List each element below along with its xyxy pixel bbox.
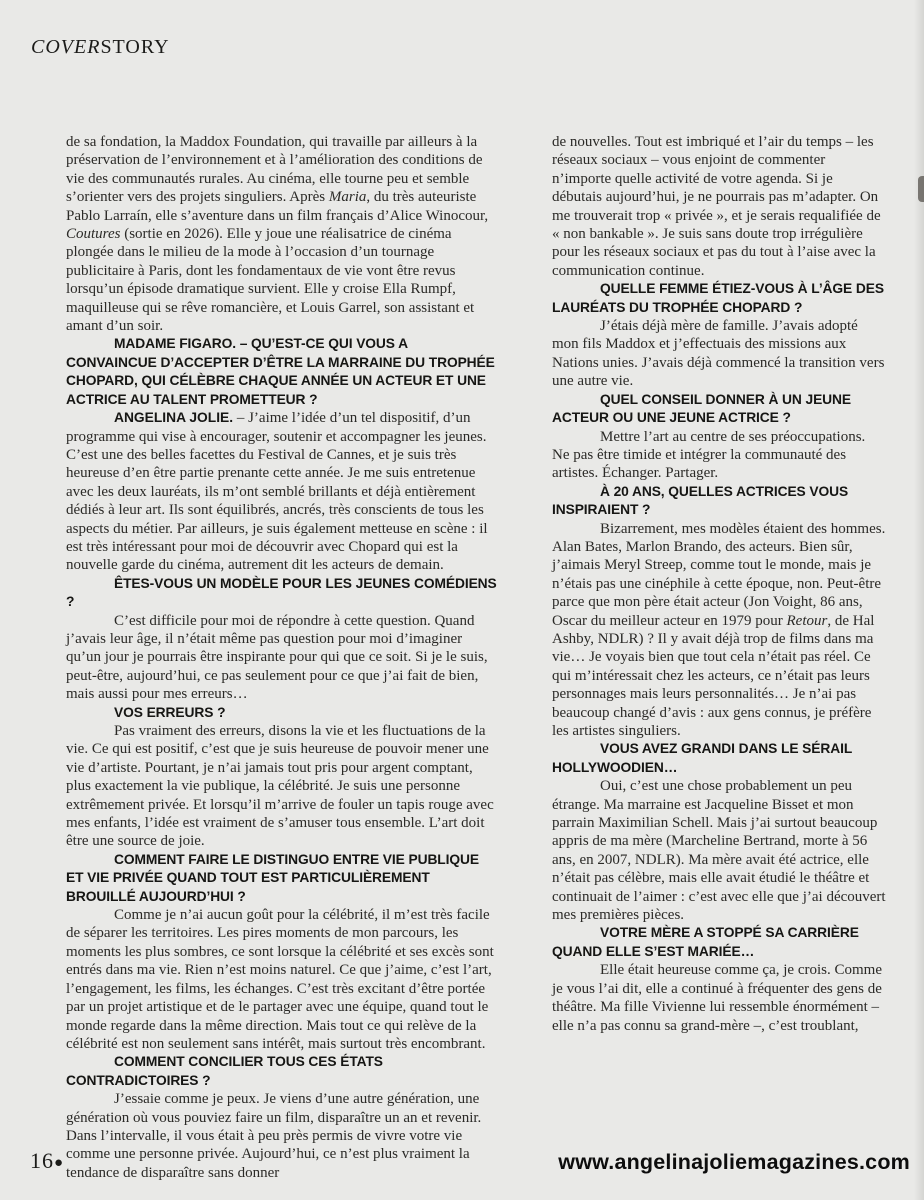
page-number-value: 16	[30, 1148, 54, 1173]
film-title-coutures: Coutures	[66, 226, 121, 243]
intro-paragraph	[66, 133, 498, 335]
interview-question-6: QUELLE FEMME ÉTIEZ-VOUS À L’ÂGE DES LAURÉATS DU TROPHÉE CHOPARD ?	[552, 281, 884, 315]
speaker-name: ANGELINA JOLIE.	[114, 410, 234, 426]
interview-answer-10: Elle était heureuse comme ça, je crois. Comme je vous l’ai dit, elle a continué à fréquenter des gens de théâtre. Ma fille Vivienne lui ressemble énormément – elle n’a pas connu sa grand-mère –, c’est troublant,	[552, 962, 882, 1034]
column-right	[552, 133, 886, 1182]
interview-question-9: VOUS AVEZ GRANDI DANS LE SÉRAIL HOLLYWOODIEN…	[552, 741, 852, 775]
intro-text-3: (sortie en 2026). Elle y joue une réalisatrice de cinéma plongée dans le milieu de la mode à l’occasion d’un tournage publicitaire à Paris, dont les fondamentaux de vie vont être revus lorsqu’un épisode dramatique survient. Elle y croise Ella Rumpf, maquilleuse qui se rêve romancière, et Louis Garrel, son assistant et amant d’un soir.	[66, 226, 475, 335]
interview-answer-6: J’étais déjà mère de famille. J’avais adopté mon fils Maddox et j’effectuais des missions aux Nations unies. J’avais déjà commencé la transition vers une autre vie.	[552, 318, 885, 390]
interview-answer-5-continued: de nouvelles. Tout est imbriqué et l’air du temps – les réseaux sociaux – vous enjoint de commenter n’importe quelle activité de votre agenda. Si je débutais aujourd’hui, je ne pourrais pas m’adapter. On me trouverait trop « privée », et je serais requalifiée de « non bankable ». Je suis sans doute trop irrégulière pour les réseaux sociaux et pas du tout à l’aise avec la communication continue.	[552, 134, 881, 279]
article-body	[66, 133, 886, 1182]
interview-question-1: MADAME FIGARO. – QU’EST-CE QUI VOUS A CONVAINCUE D’ACCEPTER D’ÊTRE LA MARRAINE DU TROPHÉE CHOPARD, QUI CÉLÈBRE CHAQUE ANNÉE UN ACTEUR ET UNE ACTRICE AU TALENT PROMETTEUR ?	[66, 336, 495, 407]
section-header-cover: COVER	[31, 36, 101, 58]
interview-answer-5-left: J’essaie comme je peux. Je viens d’une autre génération, une génération où vous pouviez faire un film, disparaître un an et revenir. Dans l’intervalle, il vous était à peu près permis de vivre votre vie comme une personne privée. Aujourd’hui, ce n’est plus vraiment la tendance de disparaître sans donner	[66, 1091, 482, 1181]
interview-answer-7: Mettre l’art au centre de ses préoccupations. Ne pas être timide et intégrer la communauté des artistes. Échanger. Partager.	[552, 428, 866, 482]
answer-8-text-1: Bizarrement, mes modèles étaient des hommes. Alan Bates, Marlon Brando, des acteurs. Bien sûr, j’aimais Meryl Streep, comme tout le monde, mais je n’étais pas une cinéphile à cette époque, non. Peut-être parce que mon père était acteur (Jon Voight, 86 ans, Oscar du meilleur acteur en 1979 pour	[552, 520, 886, 629]
interview-answer-1	[66, 409, 498, 575]
interview-question-3: VOS ERREURS ?	[114, 704, 226, 720]
interview-question-5: COMMENT CONCILIER TOUS CES ÉTATS CONTRADICTOIRES ?	[66, 1054, 383, 1088]
interview-question-10: VOTRE MÈRE A STOPPÉ SA CARRIÈRE QUAND ELLE S’EST MARIÉE…	[552, 925, 859, 959]
scan-artifact	[918, 176, 924, 202]
interview-question-8: À 20 ANS, QUELLES ACTRICES VOUS INSPIRAIENT ?	[552, 483, 849, 518]
intro-text-1: de sa fondation, la Maddox Foundation, qui travaille par ailleurs à la préservation de l’environnement et à l’amélioration des conditions de vie des communautés rurales. Au cinéma, elle tourne peu et semble s’orienter vers des projets singuliers. Après	[66, 134, 483, 206]
interview-answer-3: Pas vraiment des erreurs, disons la vie et les fluctuations de la vie. Ce qui est positif, c’est que je suis heureuse de pouvoir mener une vie d’artiste. Pourtant, je n’ai jamais tout pris pour argent comptant, plus exactement la vie publique, la célébrité. Je suis une personne extrêmement privée. Et lorsqu’il m’arrive de fouler un tapis rouge avec mes enfants, l’idée est vraiment de s’amuser tous ensemble. L’art doit être une source de joie.	[66, 723, 494, 850]
answer-8-text-2: , de Hal Ashby, NDLR) ? Il y avait déjà trop de films dans ma vie… Je voyais bien que tout cela n’était pas réel. Ce qui m’intéressait chez les acteurs, ce n’était pas leurs personnages mais leurs personnalités… Je n’ai pas beaucoup changé d’avis : aux gens connus, je préfère les artistes singuliers.	[552, 612, 875, 739]
film-title-retour: Retour	[786, 612, 828, 629]
section-header-story: STORY	[100, 36, 170, 58]
interview-answer-9: Oui, c’est une chose probablement un peu étrange. Ma marraine est Jacqueline Bisset et mon parrain Maximilian Schell. Mais j’ai surtout beaucoup appris de ma mère (Marcheline Bertrand, morte à 56 ans, en 2007, NDLR). Ma mère avait été actrice, elle n’était pas célèbre, mais elle avait étudié le théâtre et continuait de l’aimer : c’est avec elle que j’ai découvert mes premières pièces.	[552, 778, 886, 924]
interview-question-7: QUEL CONSEIL DONNER À UN JEUNE ACTEUR OU UNE JEUNE ACTRICE ?	[552, 391, 852, 426]
interview-question-2: ÊTES-VOUS UN MODÈLE POUR LES JEUNES COMÉDIENS ?	[66, 575, 497, 610]
film-title-maria: Maria	[328, 189, 367, 206]
interview-answer-8	[552, 520, 886, 741]
intro-text-2: , du très auteuriste Pablo Larraín, elle s’aventure dans un film français d’Alice Winocour,	[66, 189, 489, 224]
page-number	[30, 1148, 64, 1174]
watermark-url: www.angelinajoliemagazines.com	[558, 1150, 910, 1174]
answer-1-text: – J’aime l’idée d’un tel dispositif, d’un programme qui vise à encourager, soutenir et accompagner les jeunes. C’est une des belles facettes du Festival de Cannes, et je suis très heureuse d’en être partie prenante cette année. Je me suis entretenue avec les deux lauréats, ils m’ont semblé brillants et déjà entièrement dédiés à leur art. Ils sont équilibrés, ancrés, très conscients de tous les aspects du métier. Par ailleurs, je suis également metteuse en scène : il est très intéressant pour moi de découvrir avec Chopard qui est la nouvelle garde du cinéma, autrement dit les acteurs de demain.	[66, 410, 488, 574]
interview-answer-2: C’est difficile pour moi de répondre à cette question. Quand j’avais leur âge, il n’était même pas question pour moi d’imaginer qu’un jour je pourrais être inspirante pour qui que ce soit. Si je le suis, peut-être, aujourd’hui, ce pas seulement pour ce que j’ai fait de bien, mais aussi pour mes erreurs…	[66, 612, 488, 703]
interview-question-4: COMMENT FAIRE LE DISTINGUO ENTRE VIE PUBLIQUE ET VIE PRIVÉE QUAND TOUT EST PARTICULIÈREMENT BROUILLÉ AUJOURD’HUI ?	[66, 851, 479, 904]
interview-answer-4: Comme je n’ai aucun goût pour la célébrité, il m’est très facile de séparer les territoires. Les pires moments de mon parcours, les moments les plus sombres, ce sont lorsque la célébrité et ses excès sont entrés dans ma vie. Rien n’est moins naturel. Ce que j’aime, c’est l’art, l’engagement, les films, les échanges. C’est très excitant d’être portée par un projet artistique et de le partager avec une équipe, quand tout le monde regarde dans la même direction. Mais tout ce qui relève de la célébrité est non seulement sans intérêt, mais surtout très encombrant.	[66, 907, 494, 1052]
page-number-bullet-icon: ●	[54, 1155, 65, 1171]
column-left	[66, 133, 498, 1182]
section-header	[31, 36, 170, 59]
